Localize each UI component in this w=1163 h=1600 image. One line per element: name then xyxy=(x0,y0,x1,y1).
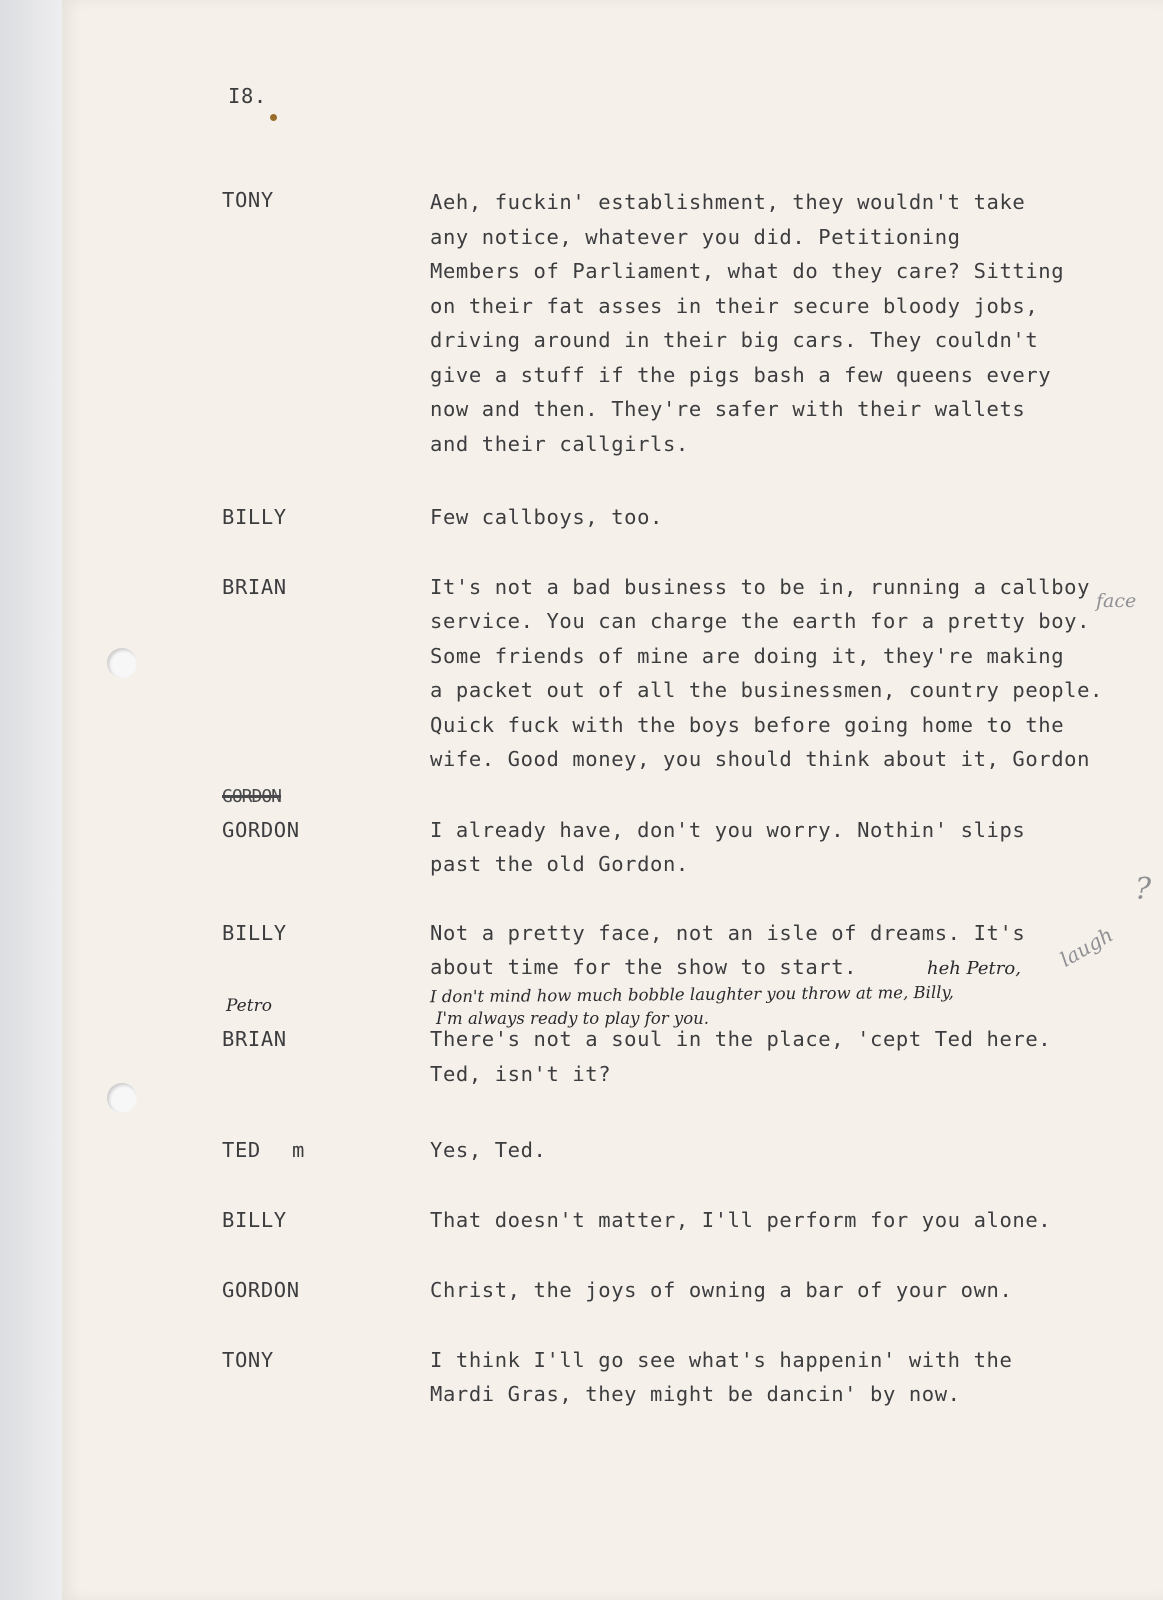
dialogue-line: now and then. They're safer with their wallets xyxy=(430,397,1026,421)
speaker-mark: m xyxy=(292,1138,305,1162)
dialogue-line: a packet out of all the businessmen, country people. xyxy=(430,678,1103,702)
dialogue-line: Members of Parliament, what do they care? Sitting xyxy=(430,259,1065,283)
speaker-name: GORDON xyxy=(222,818,300,842)
handwritten-insert: I don't mind how much bobble laughter you throw at me, Billy, xyxy=(429,982,954,1007)
dialogue-line: Christ, the joys of owning a bar of your own. xyxy=(430,1278,1013,1302)
dialogue-line: about time for the show to start. xyxy=(430,955,858,979)
dialogue-line: Aeh, fuckin' establishment, they wouldn't take xyxy=(430,190,1026,214)
dialogue-line: Yes, Ted. xyxy=(430,1138,547,1162)
dialogue-line: Some friends of mine are doing it, they're making xyxy=(430,644,1065,668)
speaker-name: BILLY xyxy=(222,505,287,529)
dialogue-line: any notice, whatever you did. Petitioning xyxy=(430,225,961,249)
dialogue-line: Few callboys, too. xyxy=(430,505,663,529)
dialogue-line: service. You can charge the earth for a pretty boy. xyxy=(430,609,1091,633)
dialogue-line: and their callgirls. xyxy=(430,432,689,456)
page-edge-strip xyxy=(0,0,62,1600)
punch-hole-bottom xyxy=(107,1083,137,1113)
dialogue-line: There's not a soul in the place, 'cept Ted here. xyxy=(430,1027,1052,1051)
dialogue-line: Not a pretty face, not an isle of dreams. It's xyxy=(430,921,1026,945)
dialogue-line: driving around in their big cars. They couldn't xyxy=(430,328,1039,352)
handwritten-speaker-name: Petro xyxy=(226,996,272,1016)
struck-speaker-name: GORDON xyxy=(222,786,282,807)
dialogue-line: give a stuff if the pigs bash a few queens every xyxy=(430,363,1052,387)
speaker-name: TONY xyxy=(222,188,274,212)
pencil-correction-face: face xyxy=(1096,590,1137,612)
speaker-name: TED xyxy=(222,1138,261,1162)
dialogue-line: That doesn't matter, I'll perform for you alone. xyxy=(430,1208,1052,1232)
dialogue-line: It's not a bad business to be in, running a callboy xyxy=(430,575,1091,599)
dialogue-line: on their fat asses in their secure bloody jobs, xyxy=(430,294,1039,318)
handwritten-insert: I'm always ready to play for you. xyxy=(436,1009,710,1028)
speaker-name: BILLY xyxy=(222,1208,287,1232)
dialogue-line: Quick fuck with the boys before going home to the xyxy=(430,713,1065,737)
dialogue-line: past the old Gordon. xyxy=(430,852,689,876)
dialogue-line: I think I'll go see what's happenin' with the xyxy=(430,1348,1013,1372)
speaker-name: GORDON xyxy=(222,1278,300,1302)
dialogue-line: I already have, don't you worry. Nothin' slips xyxy=(430,818,1026,842)
handwritten-insert: heh Petro, xyxy=(927,958,1021,979)
speaker-name: TONY xyxy=(222,1348,274,1372)
punch-hole-top xyxy=(107,648,137,678)
speaker-name: BILLY xyxy=(222,921,287,945)
dialogue-line: wife. Good money, you should think about it, Gordon xyxy=(430,747,1091,771)
dialogue-line: Mardi Gras, they might be dancin' by now. xyxy=(430,1382,961,1406)
speaker-name: BRIAN xyxy=(222,575,287,599)
page-number: I8. xyxy=(228,84,267,108)
speaker-name: BRIAN xyxy=(222,1027,287,1051)
ink-dot xyxy=(270,114,277,121)
pencil-note-laugh: laugh xyxy=(1055,922,1118,972)
pencil-mark: ? xyxy=(1135,872,1152,907)
dialogue-line: Ted, isn't it? xyxy=(430,1062,612,1086)
